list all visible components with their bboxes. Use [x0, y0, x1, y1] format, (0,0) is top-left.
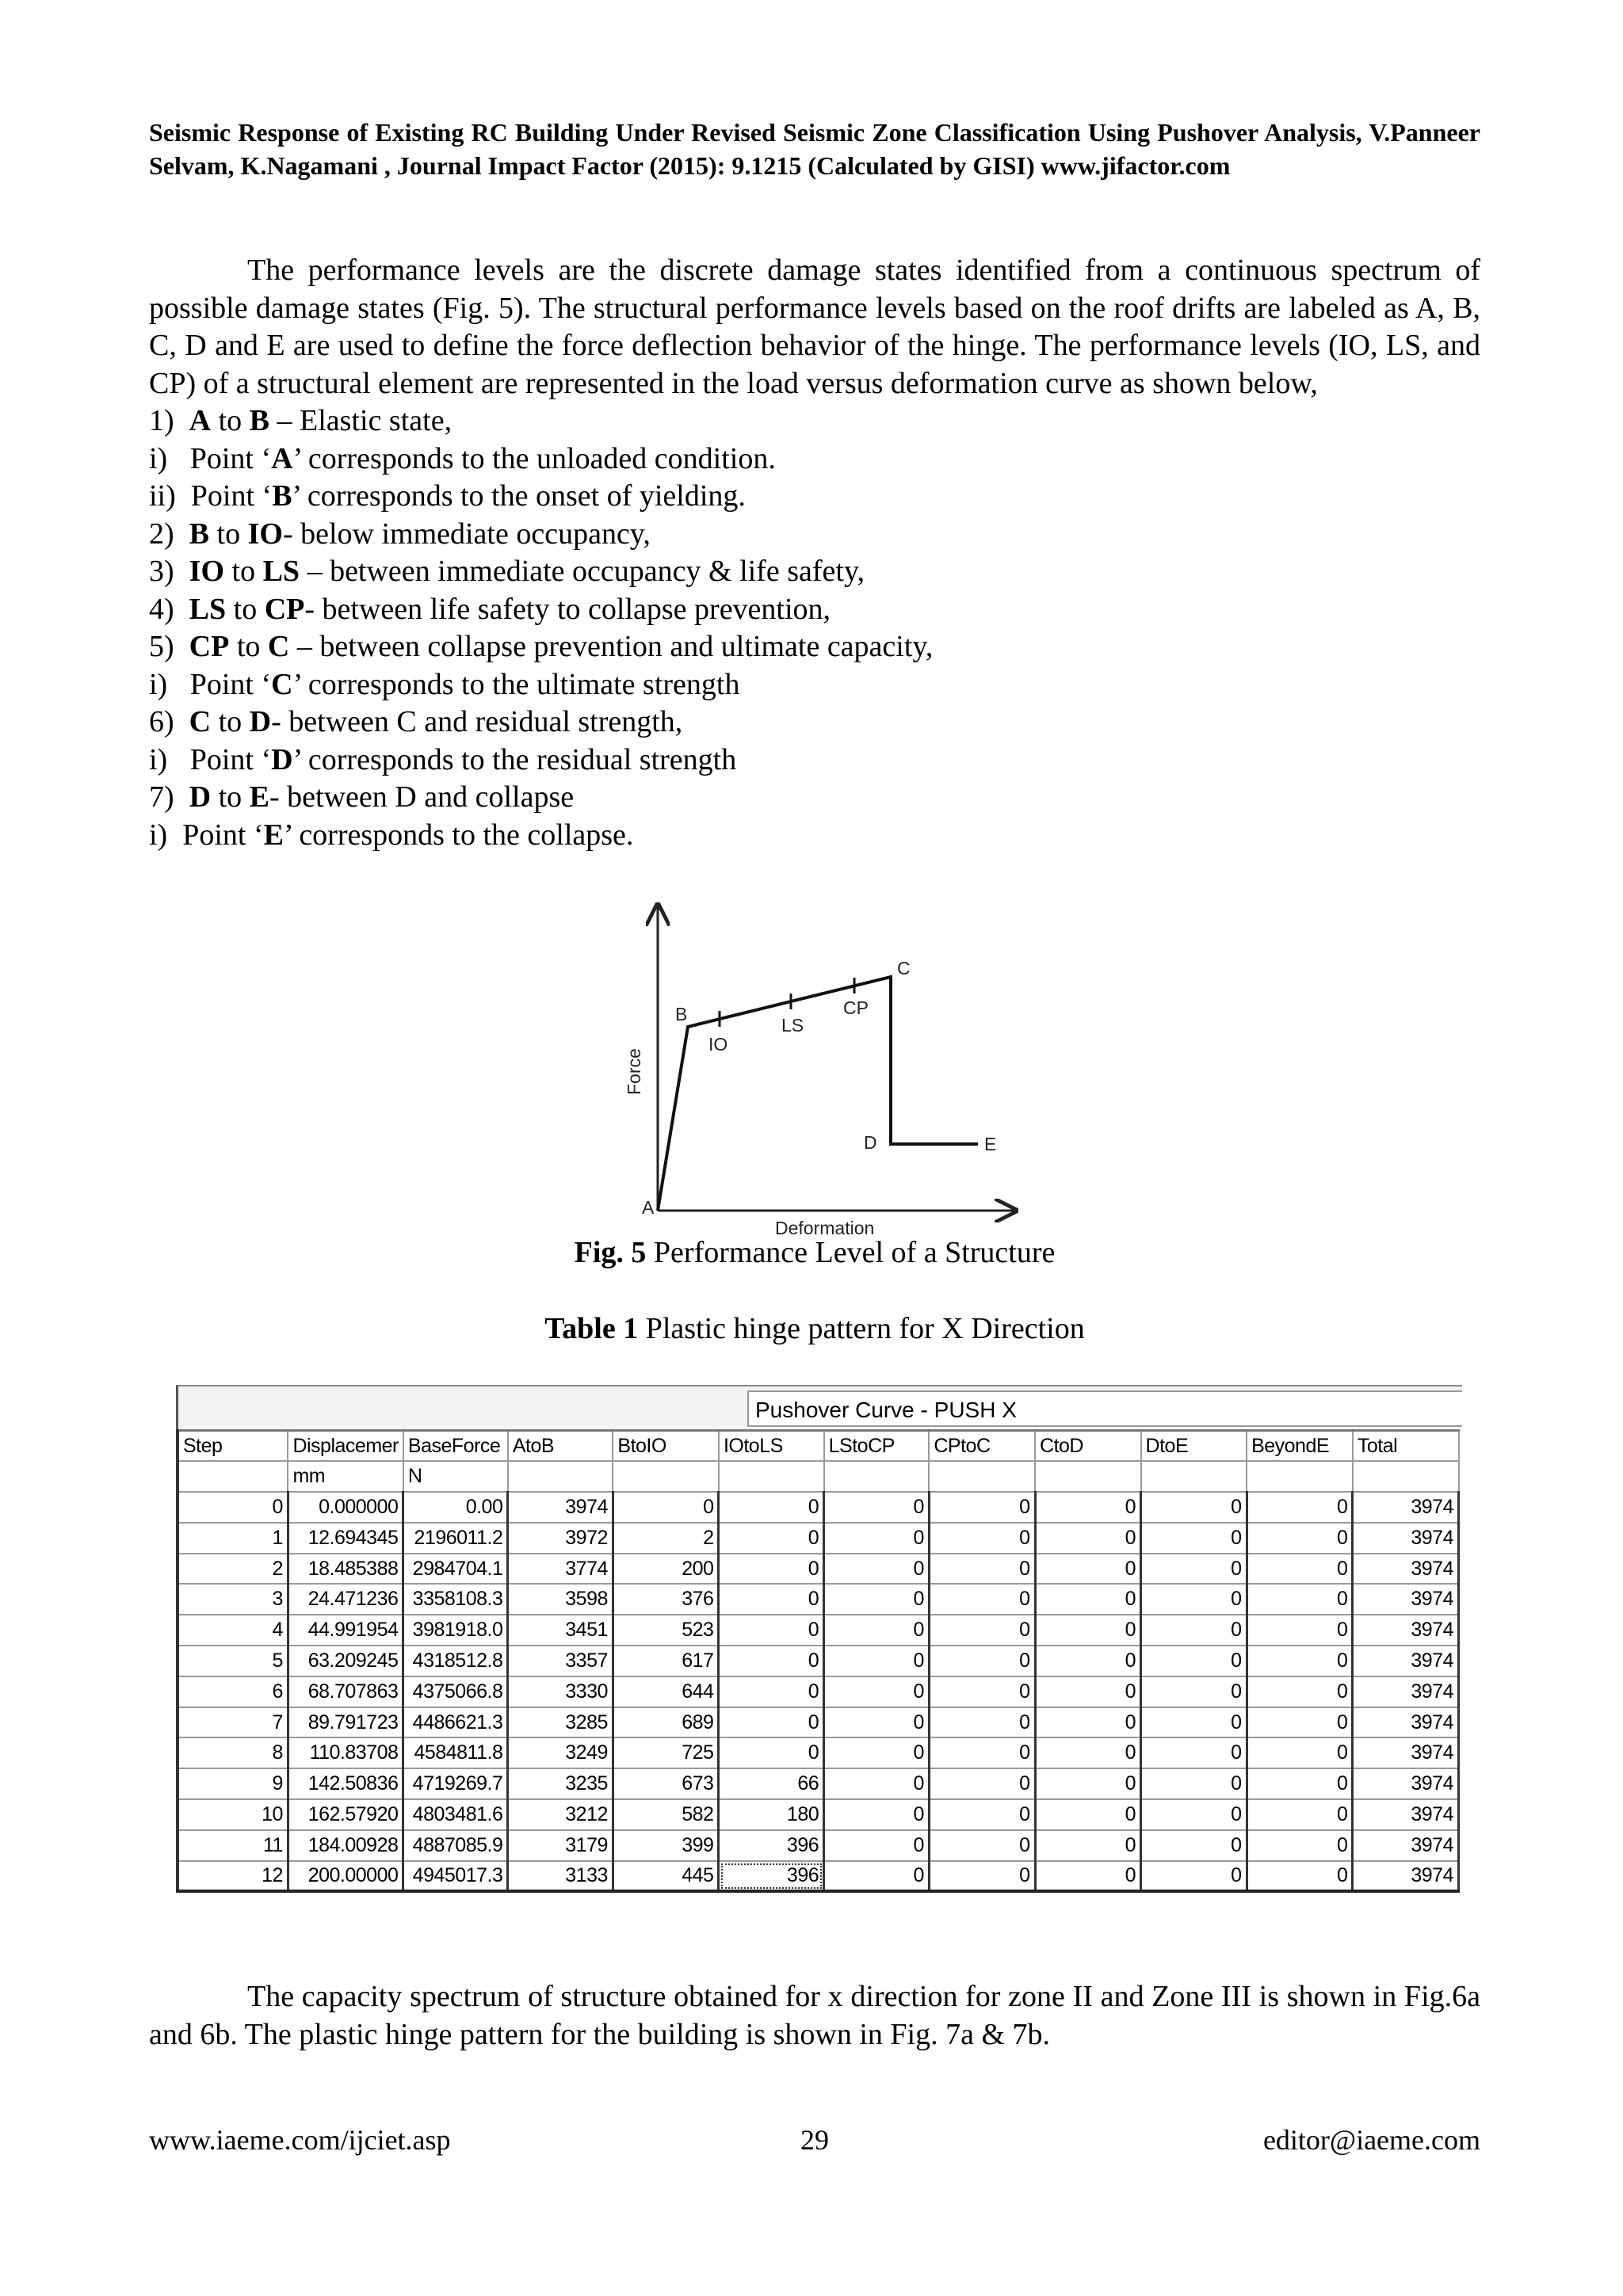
table-cell: 399 — [613, 1830, 719, 1861]
table-cell: 3451 — [508, 1615, 613, 1646]
list-item-rest: – between immediate occupancy & life safety, — [300, 555, 865, 588]
list-item-mid: to — [224, 555, 263, 588]
list-item-rest: ’ corresponds to the ultimate strength — [292, 667, 740, 701]
table-cell: 0 — [1141, 1799, 1247, 1830]
table-cell: 673 — [613, 1768, 719, 1799]
table-cell: 12 — [178, 1861, 288, 1892]
table-cell: 0 — [929, 1492, 1035, 1523]
table-cell: 0 — [178, 1492, 288, 1523]
table-cell: 4375066.8 — [403, 1676, 508, 1707]
table-cell: 3974 — [1353, 1523, 1459, 1554]
unit-cell — [719, 1461, 824, 1492]
point-d-label: D — [864, 1132, 877, 1153]
table-cell: 9 — [178, 1768, 288, 1799]
list-item-prefix: 5) — [149, 630, 189, 663]
table-header-row — [178, 1431, 1459, 1462]
table-cell: 4584811.8 — [403, 1737, 508, 1768]
table-cell: 523 — [613, 1615, 719, 1646]
list-item-rest: - below immediate occupancy, — [282, 517, 651, 551]
table-cell: 0 — [1035, 1830, 1141, 1861]
list-item-rest: ’ corresponds to the collapse. — [283, 818, 634, 852]
table-cell: 0 — [929, 1646, 1035, 1676]
list-item — [149, 553, 1480, 591]
table-cell: 0 — [929, 1615, 1035, 1646]
table-cell: 0 — [1141, 1554, 1247, 1585]
table-cell: 396 — [719, 1830, 824, 1861]
table-cell: 3974 — [508, 1492, 613, 1523]
table-cell: 4803481.6 — [403, 1799, 508, 1830]
table-cell: 0 — [824, 1554, 930, 1585]
list-item — [149, 704, 1480, 742]
unit-cell — [824, 1461, 930, 1492]
table-cell: 3285 — [508, 1707, 613, 1738]
cp-label: CP — [843, 997, 869, 1018]
list-item-b1: LS — [189, 592, 227, 626]
table-cell: 0 — [824, 1584, 930, 1615]
list-item-b2: B — [249, 404, 270, 437]
list-item-b1: A — [271, 441, 293, 475]
list-item-b1: B — [272, 479, 292, 513]
table-cell: 184.00928 — [288, 1830, 403, 1861]
list-item-prefix: 4) — [149, 592, 189, 626]
table-cell: 0 — [719, 1646, 824, 1676]
unit-cell — [1353, 1461, 1459, 1492]
list-item-prefix: i) Point ‘ — [149, 667, 272, 701]
unit-cell — [613, 1461, 719, 1492]
table-row — [178, 1646, 1459, 1676]
table-cell: 0 — [824, 1676, 930, 1707]
table-cell: 3974 — [1353, 1768, 1459, 1799]
table-row — [178, 1799, 1459, 1830]
table-cell: 4719269.7 — [403, 1768, 508, 1799]
table-cell: 0 — [824, 1737, 930, 1768]
table-cell: 725 — [613, 1737, 719, 1768]
point-e-label: E — [984, 1134, 997, 1154]
table-cell: 3981918.0 — [403, 1615, 508, 1646]
table-cell: 617 — [613, 1646, 719, 1676]
footer-url: www.iaeme.com/ijciet.asp — [149, 2124, 451, 2156]
list-item — [149, 591, 1480, 629]
table-cell: 644 — [613, 1676, 719, 1707]
table-cell: 0 — [824, 1523, 930, 1554]
table-cell: 0 — [719, 1737, 824, 1768]
table-cell: 0 — [1141, 1861, 1247, 1892]
list-item — [149, 516, 1480, 554]
column-header: CtoD — [1035, 1431, 1141, 1462]
table-cell: 0 — [929, 1799, 1035, 1830]
closing-section — [149, 1978, 1480, 2054]
table-cell: 200.00000 — [288, 1861, 403, 1892]
table-cell: 0 — [929, 1584, 1035, 1615]
table-cell: 0 — [1035, 1861, 1141, 1892]
figure-caption-text: Performance Level of a Structure — [646, 1236, 1056, 1269]
list-item-b2: C — [267, 630, 290, 663]
list-item-mid: to — [229, 630, 268, 663]
table-cell: 3774 — [508, 1554, 613, 1585]
table-caption-label: Table 1 — [544, 1312, 639, 1345]
list-item-mid: to — [211, 404, 250, 437]
column-header: Total — [1353, 1431, 1459, 1462]
list-item-b1: A — [189, 404, 212, 437]
table-cell: 4 — [178, 1615, 288, 1646]
unit-cell — [929, 1461, 1035, 1492]
table-units-row — [178, 1461, 1459, 1492]
table-cell: 0 — [929, 1707, 1035, 1738]
page-footer — [149, 2123, 1480, 2161]
table-cell: 180 — [719, 1799, 824, 1830]
table-cell: 0 — [1035, 1584, 1141, 1615]
table-cell: 689 — [613, 1707, 719, 1738]
table-cell: 3972 — [508, 1523, 613, 1554]
body-section — [149, 252, 1480, 854]
list-item-rest: ’ corresponds to the onset of yielding. — [292, 479, 746, 513]
table-cell: 0 — [1035, 1737, 1141, 1768]
performance-level-list — [149, 402, 1480, 854]
table-caption-text: Plastic hinge pattern for X Direction — [638, 1312, 1085, 1345]
list-item-rest: – between collapse prevention and ultimate capacity, — [289, 630, 934, 663]
table-cell: 3235 — [508, 1768, 613, 1799]
list-item-rest: – Elastic state, — [269, 404, 453, 437]
column-header: LStoCP — [824, 1431, 930, 1462]
list-item — [149, 628, 1480, 666]
table-cell: 0 — [1247, 1554, 1353, 1585]
table-cell: 3249 — [508, 1737, 613, 1768]
table-cell: 18.485388 — [288, 1554, 403, 1585]
list-item — [149, 742, 1480, 780]
x-axis-label: Deformation — [775, 1218, 875, 1236]
table-cell: 200 — [613, 1554, 719, 1585]
table-cell: 0 — [929, 1768, 1035, 1799]
table-cell: 582 — [613, 1799, 719, 1830]
performance-curve — [658, 977, 978, 1211]
column-header: BaseForce — [403, 1431, 508, 1462]
table-row — [178, 1615, 1459, 1646]
table-cell: 3974 — [1353, 1492, 1459, 1523]
table-cell: 0 — [1141, 1676, 1247, 1707]
table-cell: 0 — [929, 1830, 1035, 1861]
table-cell: 12.694345 — [288, 1523, 403, 1554]
table-cell: 0 — [1247, 1799, 1353, 1830]
point-b-label: B — [675, 1004, 688, 1024]
table-cell: 66 — [719, 1768, 824, 1799]
table-cell: 3330 — [508, 1676, 613, 1707]
column-header: DtoE — [1141, 1431, 1247, 1462]
table-cell: 0 — [1141, 1492, 1247, 1523]
table-cell: 0 — [1247, 1646, 1353, 1676]
table-cell: 0 — [1247, 1584, 1353, 1615]
table-cell: 0 — [824, 1492, 930, 1523]
table-cell: 376 — [613, 1584, 719, 1615]
column-header: BeyondE — [1247, 1431, 1353, 1462]
list-item-prefix: 3) — [149, 555, 189, 588]
table-row — [178, 1737, 1459, 1768]
unit-cell — [1247, 1461, 1353, 1492]
table-cell: 3974 — [1353, 1554, 1459, 1585]
column-header: Step — [178, 1431, 288, 1462]
list-item-b2: CP — [264, 592, 305, 626]
table-cell: 0 — [824, 1861, 930, 1892]
table-cell: 0 — [824, 1646, 930, 1676]
table-cell: 0.000000 — [288, 1492, 403, 1523]
table-cell: 1 — [178, 1523, 288, 1554]
unit-cell — [178, 1461, 288, 1492]
table-cell: 89.791723 — [288, 1707, 403, 1738]
figure-caption-label: Fig. 5 — [574, 1236, 647, 1269]
point-a-label: A — [642, 1197, 655, 1218]
list-item — [149, 478, 1480, 516]
figure-performance-curve — [602, 895, 1046, 1236]
table-cell: 445 — [613, 1861, 719, 1892]
table-cell: 0 — [1141, 1584, 1247, 1615]
list-item-b1: E — [263, 818, 284, 852]
list-item-b1: C — [271, 667, 293, 701]
table-cell: 0 — [824, 1615, 930, 1646]
table-row — [178, 1523, 1459, 1554]
table-row — [178, 1492, 1459, 1523]
list-item-rest: - between life safety to collapse prevention, — [304, 592, 831, 626]
table-cell: 0 — [1035, 1707, 1141, 1738]
table-cell: 3179 — [508, 1830, 613, 1861]
list-item-prefix: 1) — [149, 404, 189, 437]
unit-cell: N — [403, 1461, 508, 1492]
list-item-b2: IO — [247, 517, 283, 551]
list-item-b1: D — [189, 780, 212, 814]
table-cell: 2 — [613, 1523, 719, 1554]
table-cell: 0 — [1247, 1676, 1353, 1707]
list-item-prefix: 6) — [149, 705, 189, 738]
unit-cell — [1035, 1461, 1141, 1492]
table-cell: 3974 — [1353, 1646, 1459, 1676]
list-item — [149, 666, 1480, 704]
table-row — [178, 1554, 1459, 1585]
table-cell: 2984704.1 — [403, 1554, 508, 1585]
table-cell: 4318512.8 — [403, 1646, 508, 1676]
table-cell: 162.57920 — [288, 1799, 403, 1830]
table-cell: 0 — [1141, 1768, 1247, 1799]
table-cell: 0 — [929, 1861, 1035, 1892]
unit-cell: mm — [288, 1461, 403, 1492]
list-item-mid: to — [211, 705, 250, 738]
table-cell: 4945017.3 — [403, 1861, 508, 1892]
list-item-prefix: i) Point ‘ — [149, 742, 272, 776]
table-cell: 0 — [1247, 1830, 1353, 1861]
list-item-b1: B — [189, 517, 210, 551]
table-cell: 3358108.3 — [403, 1584, 508, 1615]
table-cell: 0 — [1035, 1799, 1141, 1830]
table-cell: 0 — [824, 1768, 930, 1799]
closing-paragraph: The capacity spectrum of structure obtained for x direction for zone II and Zone III is shown in Fig.6a and 6b. The plastic hinge pattern for the building is shown in Fig. 7a & 7b. — [149, 1980, 1480, 2051]
table-cell: 2 — [178, 1554, 288, 1585]
list-item-prefix: i) Point ‘ — [149, 441, 272, 475]
figure-caption — [149, 1234, 1480, 1272]
table-cell: 0 — [824, 1707, 930, 1738]
table-cell: 0 — [929, 1737, 1035, 1768]
intro-paragraph: The performance levels are the discrete damage states identified from a continuous spectrum of possible damage states (Fig. 5). The structural performance levels based on the roof drifts are labeled as A, B, C, D and E are used to define the force deflection behavior of the hinge. The performance levels (IO, LS, and CP) of a structural element are represented in the load versus deformation curve as shown below, — [149, 254, 1480, 400]
table-cell: 3 — [178, 1584, 288, 1615]
list-item-rest: - between C and residual strength, — [271, 705, 683, 738]
table-cell: 6 — [178, 1676, 288, 1707]
table-cell: 8 — [178, 1737, 288, 1768]
table-cell: 0.00 — [403, 1492, 508, 1523]
ls-label: LS — [781, 1015, 804, 1035]
column-header: BtoIO — [613, 1431, 719, 1462]
table-cell: 0 — [1035, 1492, 1141, 1523]
table-cell: 0 — [719, 1492, 824, 1523]
table-cell: 0 — [1035, 1676, 1141, 1707]
table-cell: 110.83708 — [288, 1737, 403, 1768]
column-header: IOtoLS — [719, 1431, 824, 1462]
table-cell: 10 — [178, 1799, 288, 1830]
table-cell: 0 — [824, 1830, 930, 1861]
table-cell: 0 — [1247, 1768, 1353, 1799]
force-deformation-diagram — [602, 895, 1046, 1236]
table-row — [178, 1584, 1459, 1615]
list-item-prefix: 7) — [149, 780, 189, 814]
point-c-label: C — [897, 958, 911, 978]
list-item — [149, 779, 1480, 817]
list-item-mid: to — [211, 780, 250, 814]
table-cell: 11 — [178, 1830, 288, 1861]
table-cell: 0 — [1141, 1523, 1247, 1554]
table-cell: 4887085.9 — [403, 1830, 508, 1861]
pushover-table-screenshot — [176, 1385, 1460, 1939]
table-cell: 0 — [1247, 1615, 1353, 1646]
table-cell: 3974 — [1353, 1737, 1459, 1768]
table-row — [178, 1830, 1459, 1861]
table-caption — [149, 1310, 1480, 1348]
list-item-prefix: 2) — [149, 517, 189, 551]
table-row — [178, 1861, 1459, 1892]
table-cell: 0 — [1035, 1523, 1141, 1554]
list-item — [149, 441, 1480, 479]
table-cell: 24.471236 — [288, 1584, 403, 1615]
table-cell: 3974 — [1353, 1707, 1459, 1738]
table-cell: 3212 — [508, 1799, 613, 1830]
unit-cell — [1141, 1461, 1247, 1492]
unit-cell — [508, 1461, 613, 1492]
table-cell: 0 — [1035, 1615, 1141, 1646]
list-item — [149, 817, 1480, 855]
list-item-b2: E — [249, 780, 270, 814]
table-cell: 0 — [1247, 1861, 1353, 1892]
table-cell: 3598 — [508, 1584, 613, 1615]
table-cell: 0 — [719, 1523, 824, 1554]
table-cell: 0 — [719, 1615, 824, 1646]
table-cell: 0 — [1035, 1768, 1141, 1799]
table-cell: 63.209245 — [288, 1646, 403, 1676]
page-number: 29 — [800, 2124, 829, 2156]
table-cell: 68.707863 — [288, 1676, 403, 1707]
list-item-prefix: i) Point ‘ — [149, 818, 264, 852]
table-cell: 0 — [929, 1523, 1035, 1554]
table-cell: 0 — [1141, 1646, 1247, 1676]
list-item-b2: LS — [262, 555, 300, 588]
table-cell: 396 — [719, 1861, 824, 1892]
grid-title-bar — [176, 1385, 1462, 1431]
column-header: AtoB — [508, 1431, 613, 1462]
table-cell: 3974 — [1353, 1861, 1459, 1892]
table-cell: 0 — [1035, 1554, 1141, 1585]
table-cell: 0 — [1141, 1737, 1247, 1768]
grid-title: Pushover Curve - PUSH X — [747, 1390, 1462, 1427]
footer-email: editor@iaeme.com — [1262, 2124, 1480, 2156]
io-label: IO — [708, 1034, 728, 1055]
list-item-b1: D — [271, 742, 293, 776]
table-cell: 0 — [1247, 1492, 1353, 1523]
table-cell: 0 — [719, 1707, 824, 1738]
table-cell: 0 — [719, 1584, 824, 1615]
table-row — [178, 1676, 1459, 1707]
column-header: Displacemer — [288, 1431, 403, 1462]
list-item-mid: to — [209, 517, 248, 551]
list-item — [149, 402, 1480, 441]
table-row — [178, 1768, 1459, 1799]
table-cell: 3974 — [1353, 1615, 1459, 1646]
table-cell: 3974 — [1353, 1799, 1459, 1830]
table-cell: 0 — [1035, 1646, 1141, 1676]
table-cell: 0 — [1141, 1830, 1247, 1861]
list-item-mid: to — [226, 592, 265, 626]
table-cell: 0 — [1247, 1523, 1353, 1554]
table-cell: 0 — [929, 1554, 1035, 1585]
y-axis-label: Force — [624, 1048, 644, 1095]
list-item-b1: IO — [189, 555, 225, 588]
table-cell: 0 — [613, 1492, 719, 1523]
table-cell: 7 — [178, 1707, 288, 1738]
table-cell: 3974 — [1353, 1830, 1459, 1861]
list-item-rest: - between D and collapse — [269, 780, 575, 814]
list-item-b1: CP — [189, 630, 230, 663]
table-cell: 0 — [1247, 1737, 1353, 1768]
list-item-rest: ’ corresponds to the residual strength — [292, 742, 737, 776]
table-cell: 0 — [719, 1676, 824, 1707]
table-cell: 0 — [1141, 1615, 1247, 1646]
table-cell: 3974 — [1353, 1584, 1459, 1615]
table-cell: 3974 — [1353, 1676, 1459, 1707]
column-header: CPtoC — [929, 1431, 1035, 1462]
table-cell: 4486621.3 — [403, 1707, 508, 1738]
table-cell: 44.991954 — [288, 1615, 403, 1646]
table-cell: 142.50836 — [288, 1768, 403, 1799]
plastic-hinge-table — [176, 1429, 1460, 1893]
list-item-rest: ’ corresponds to the unloaded condition. — [292, 441, 776, 475]
table-cell: 0 — [1247, 1707, 1353, 1738]
list-item-b2: D — [249, 705, 272, 738]
table-cell: 0 — [719, 1554, 824, 1585]
table-cell: 3357 — [508, 1646, 613, 1676]
table-cell: 2196011.2 — [403, 1523, 508, 1554]
table-cell: 0 — [1141, 1707, 1247, 1738]
list-item-b1: C — [189, 705, 212, 738]
table-cell: 0 — [824, 1799, 930, 1830]
running-header: Seismic Response of Existing RC Building Under Revised Seismic Zone Classification Using Pushover Analysis, V.Panneer Selvam, K.Nagamani , Journal Impact Factor (2015): 9.1215 (Calculated by GISI) www.jifactor.com — [149, 118, 1480, 180]
list-item-prefix: ii) Point ‘ — [149, 479, 273, 513]
table-cell: 0 — [929, 1676, 1035, 1707]
table-cell: 3133 — [508, 1861, 613, 1892]
table-row — [178, 1707, 1459, 1738]
table-cell: 5 — [178, 1646, 288, 1676]
